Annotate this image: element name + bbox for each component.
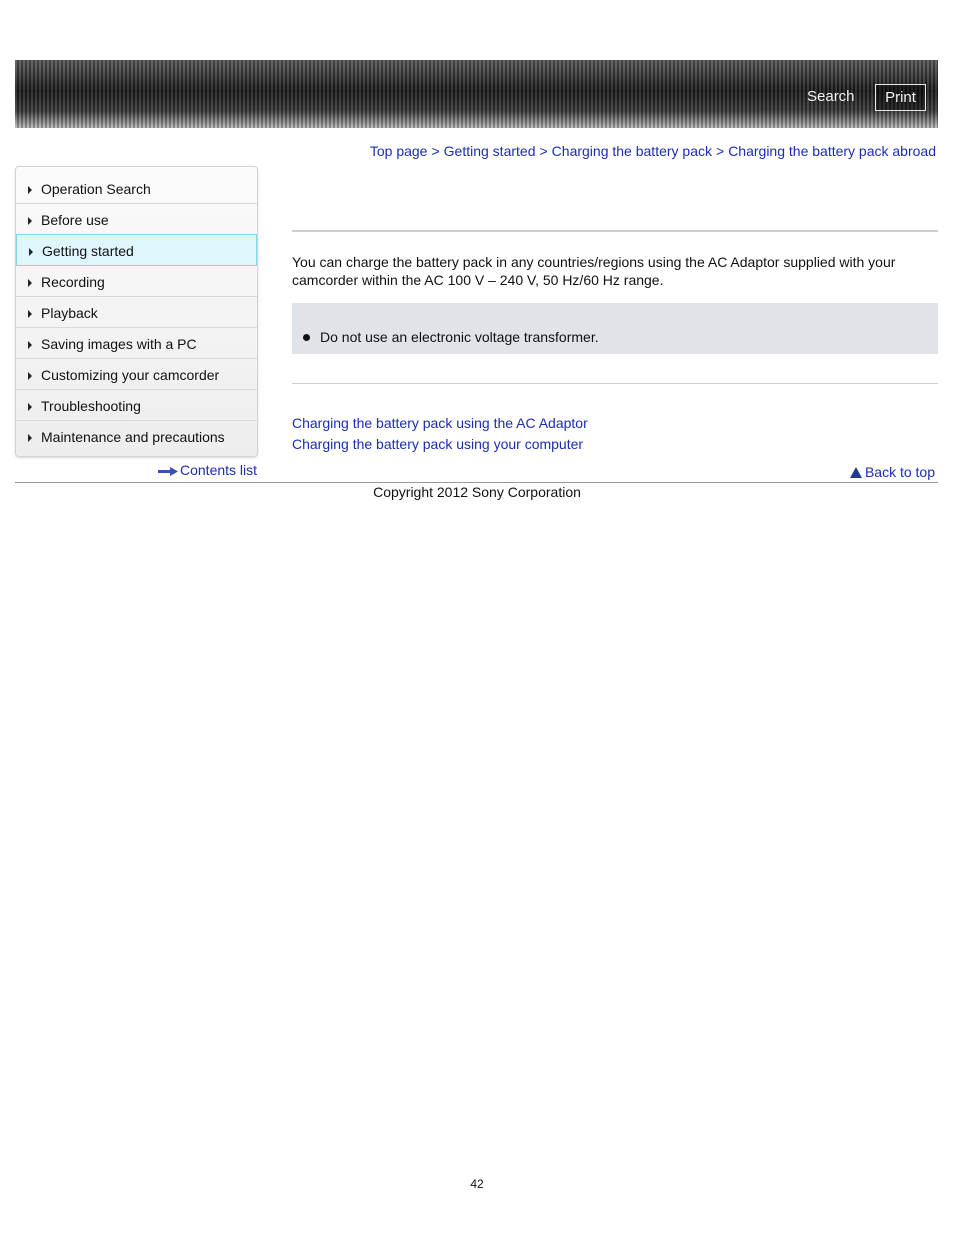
- breadcrumb-separator: >: [539, 143, 548, 159]
- intro-paragraph: You can charge the battery pack in any countries/regions using the AC Adaptor supplied with your camcorder within the AC 100 V – 240 V, 50 Hz/60 Hz range.: [292, 254, 896, 288]
- breadcrumb-separator: >: [431, 143, 440, 159]
- sidebar-item-label: Recording: [41, 274, 105, 290]
- bullet-icon: [303, 334, 310, 341]
- sidebar-item-label: Getting started: [42, 243, 134, 259]
- contents-list-link[interactable]: [158, 462, 257, 478]
- breadcrumb-charging-abroad[interactable]: Charging the battery pack abroad: [728, 143, 936, 159]
- related-link-ac-adaptor[interactable]: Charging the battery pack using the AC Adaptor: [292, 415, 588, 431]
- sidebar-item-playback[interactable]: [16, 297, 257, 328]
- sidebar-item-troubleshooting[interactable]: [16, 390, 257, 421]
- sidebar-item-label: Saving images with a PC: [41, 336, 197, 352]
- triangle-right-icon: [29, 248, 33, 256]
- contents-list-label: Contents list: [180, 462, 258, 478]
- triangle-right-icon: [28, 217, 32, 225]
- breadcrumb-charging-battery-pack[interactable]: Charging the battery pack: [551, 143, 712, 159]
- sidebar-item-label: Customizing your camcorder: [41, 367, 220, 383]
- page-number: 42: [470, 1177, 484, 1191]
- sidebar-item-saving-images[interactable]: [16, 328, 257, 359]
- arrow-right-icon: [158, 467, 178, 476]
- triangle-right-icon: [28, 341, 32, 349]
- sidebar-item-before-use[interactable]: [16, 204, 257, 235]
- sidebar-item-label: Operation Search: [41, 181, 151, 197]
- breadcrumb-separator: >: [716, 143, 725, 159]
- related-link-computer[interactable]: Charging the battery pack using your computer: [292, 436, 584, 452]
- sidebar-item-customizing[interactable]: [16, 359, 257, 390]
- back-to-top-link[interactable]: [850, 464, 935, 480]
- breadcrumb: [370, 143, 936, 159]
- triangle-right-icon: [28, 403, 32, 411]
- sidebar-item-operation-search[interactable]: [16, 173, 257, 204]
- related-links: [292, 413, 588, 455]
- sidebar-item-label: Maintenance and precautions: [41, 429, 225, 445]
- breadcrumb-getting-started[interactable]: Getting started: [443, 143, 536, 159]
- sidebar-item-getting-started[interactable]: [16, 234, 257, 266]
- note-box: [292, 303, 938, 354]
- search-link[interactable]: Search: [807, 88, 855, 105]
- sidebar-item-maintenance[interactable]: [16, 421, 257, 452]
- sidebar-item-label: Before use: [41, 212, 109, 228]
- section-divider: [292, 383, 938, 384]
- title-divider: [292, 230, 938, 232]
- back-to-top-label: Back to top: [864, 464, 935, 480]
- footer-divider: [15, 482, 938, 483]
- sidebar-item-label: Troubleshooting: [41, 398, 141, 414]
- breadcrumb-top-page[interactable]: Top page: [369, 143, 428, 159]
- print-button[interactable]: Print: [875, 84, 926, 111]
- triangle-right-icon: [28, 279, 32, 287]
- sidebar-item-recording[interactable]: [16, 266, 257, 297]
- triangle-right-icon: [28, 310, 32, 318]
- header-bar: [15, 60, 938, 128]
- sidebar-nav: [15, 166, 258, 457]
- note-text: Do not use an electronic voltage transformer.: [320, 329, 599, 345]
- triangle-right-icon: [28, 434, 32, 442]
- triangle-up-icon: [850, 467, 862, 478]
- triangle-right-icon: [28, 186, 32, 194]
- triangle-right-icon: [28, 372, 32, 380]
- sidebar-item-label: Playback: [41, 305, 98, 321]
- copyright-text: Copyright 2012 Sony Corporation: [373, 484, 581, 500]
